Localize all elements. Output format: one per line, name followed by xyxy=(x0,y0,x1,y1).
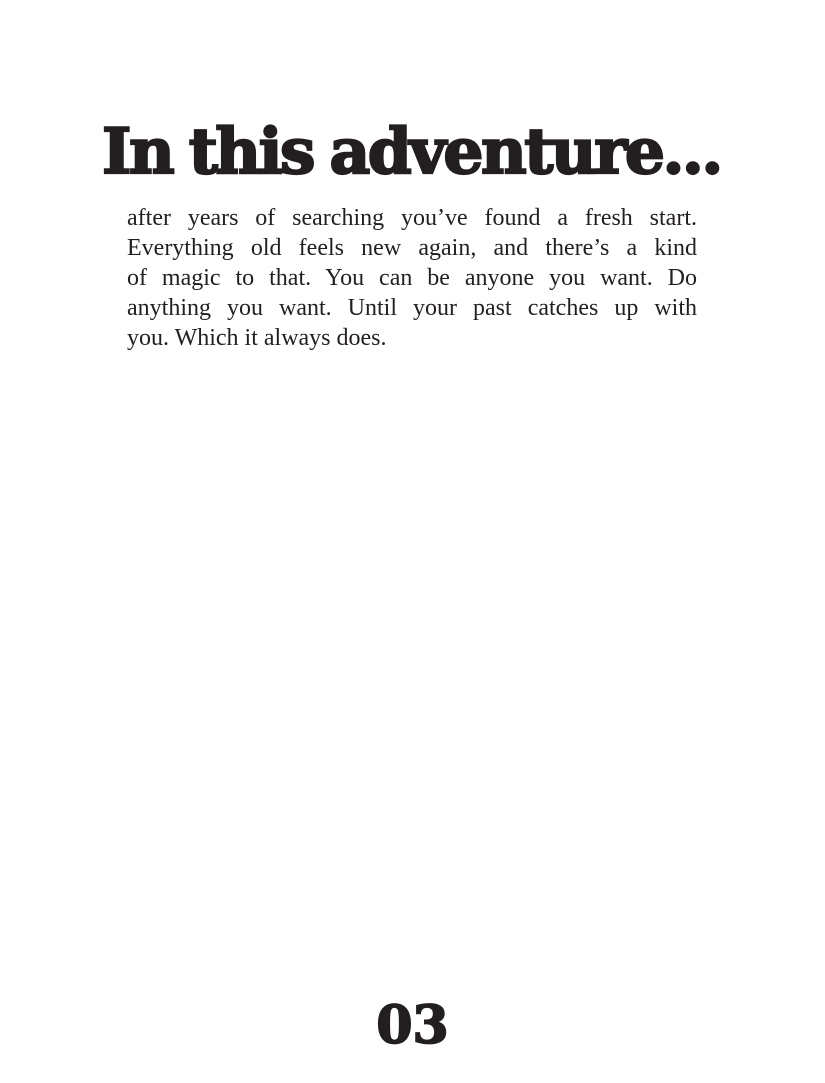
intro-line-2: Everything old feels new again, and there’s a kind xyxy=(127,235,697,261)
intro-line-4: anything you want. Until your past catches up with xyxy=(127,295,697,321)
intro-line-3: of magic to that. You can be anyone you want. Do xyxy=(127,265,697,291)
page-number: 03 xyxy=(376,995,449,1056)
intro-paragraph xyxy=(127,203,697,353)
intro-line-5: you. Which it always does. xyxy=(127,325,387,351)
page-title: In this adventure... xyxy=(102,114,721,188)
intro-line-1: after years of searching you’ve found a fresh start. xyxy=(127,205,697,231)
